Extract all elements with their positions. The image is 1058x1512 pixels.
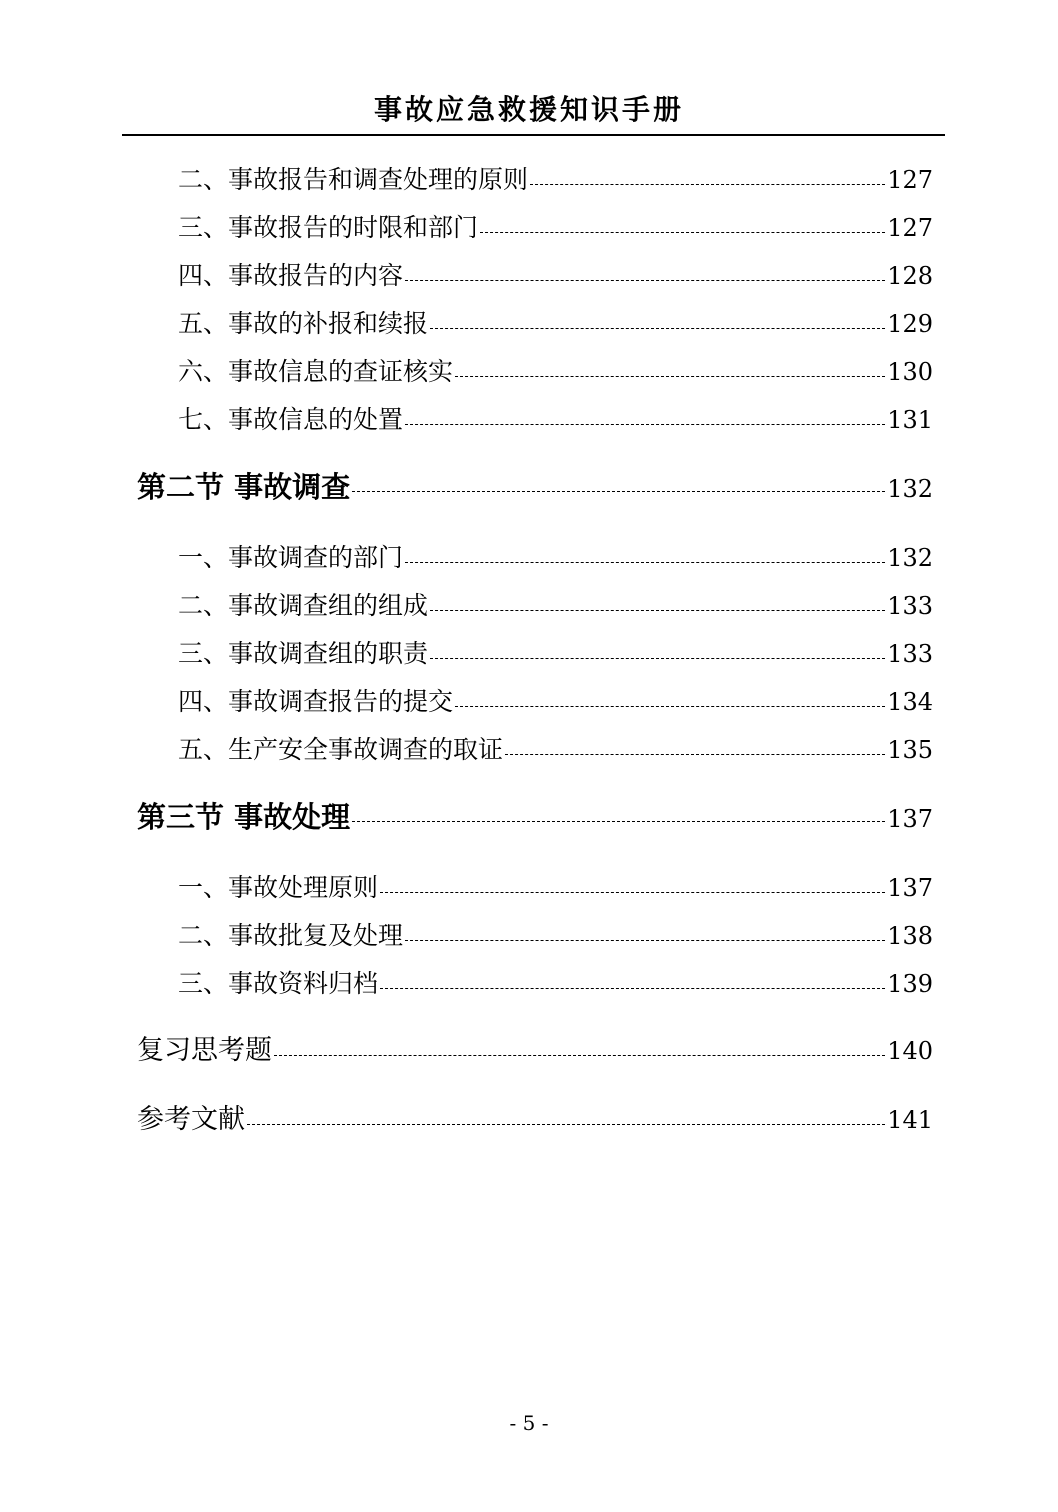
toc-leader <box>247 1124 885 1125</box>
toc-leader <box>455 376 885 377</box>
toc-entry-page: 132 <box>887 544 933 572</box>
toc-entry-page: 127 <box>887 166 933 194</box>
toc-entry-label: 第三节 事故处理 <box>137 800 351 834</box>
toc-entry <box>178 352 933 392</box>
toc-entry-label: 四、事故调查报告的提交 <box>178 687 454 716</box>
toc-entry-label: 二、事故批复及处理 <box>178 921 404 950</box>
toc-entry-label: 五、事故的补报和续报 <box>178 309 429 338</box>
toc-entry-page: 140 <box>887 1037 933 1065</box>
toc-leader <box>380 892 885 893</box>
toc-leader <box>455 706 885 707</box>
toc-entry-label: 三、事故资料归档 <box>178 969 379 998</box>
toc-entry-label: 二、事故调查组的组成 <box>178 591 429 620</box>
toc-entry-page: 138 <box>887 922 933 950</box>
toc-entry-page: 134 <box>887 688 933 716</box>
toc-entry <box>178 682 933 722</box>
toc-leader <box>405 940 885 941</box>
toc-entry-label: 一、事故调查的部门 <box>178 543 404 572</box>
toc-entry-page: 139 <box>887 970 933 998</box>
toc-leader <box>352 821 885 822</box>
toc-leader <box>430 328 885 329</box>
toc-entry-page: 137 <box>887 874 933 902</box>
toc-entry-label: 一、事故处理原则 <box>178 873 379 902</box>
toc-entry-page: 128 <box>887 262 933 290</box>
toc-top-level-entry <box>137 1031 933 1071</box>
toc-entry <box>178 964 933 1004</box>
toc-entry <box>178 586 933 626</box>
toc-leader <box>352 491 885 492</box>
toc-section-heading <box>137 797 933 837</box>
toc-leader <box>405 424 885 425</box>
toc-entry-page: 131 <box>887 406 933 434</box>
toc-entry-page: 130 <box>887 358 933 386</box>
toc-entry-page: 135 <box>887 736 933 764</box>
toc-leader <box>274 1055 885 1056</box>
page-number: - 5 - <box>509 1411 549 1435</box>
toc-leader <box>430 658 885 659</box>
toc-entry-page: 132 <box>887 475 933 503</box>
toc-entry-label: 三、事故报告的时限和部门 <box>178 213 479 242</box>
toc-leader <box>480 232 885 233</box>
toc-entry <box>178 634 933 674</box>
toc-entry-label: 七、事故信息的处置 <box>178 405 404 434</box>
toc-section-heading <box>137 467 933 507</box>
toc-entry-page: 129 <box>887 310 933 338</box>
toc-leader <box>530 184 885 185</box>
toc-entry-page: 133 <box>887 592 933 620</box>
toc-entry-page: 137 <box>887 805 933 833</box>
toc-entry <box>178 868 933 908</box>
toc-entry-label: 复习思考题 <box>137 1035 272 1066</box>
toc-entry-label: 三、事故调查组的职责 <box>178 639 429 668</box>
toc-entry-label: 参考文献 <box>137 1104 245 1135</box>
toc-entry <box>178 160 933 200</box>
toc-top-level-entry <box>137 1100 933 1140</box>
toc-leader <box>430 610 885 611</box>
toc-entry-label: 六、事故信息的查证核实 <box>178 357 454 386</box>
toc-entry-label: 四、事故报告的内容 <box>178 261 404 290</box>
toc-entry-label: 第二节 事故调查 <box>137 470 351 504</box>
toc-entry <box>178 208 933 248</box>
toc-entry <box>178 730 933 770</box>
toc-entry-page: 133 <box>887 640 933 668</box>
toc-entry-page: 127 <box>887 214 933 242</box>
toc-entry <box>178 256 933 296</box>
toc-entry <box>178 916 933 956</box>
toc-leader <box>405 280 885 281</box>
running-header-title: 事故应急救援知识手册 <box>373 93 684 126</box>
toc-entry-label: 五、生产安全事故调查的取证 <box>178 735 504 764</box>
toc-entry <box>178 538 933 578</box>
toc-leader <box>405 562 885 563</box>
toc-entry <box>178 304 933 344</box>
toc-leader <box>380 988 885 989</box>
toc-entry-page: 141 <box>887 1106 933 1134</box>
toc-leader <box>505 754 885 755</box>
toc-entry-label: 二、事故报告和调查处理的原则 <box>178 165 529 194</box>
toc-entry <box>178 400 933 440</box>
